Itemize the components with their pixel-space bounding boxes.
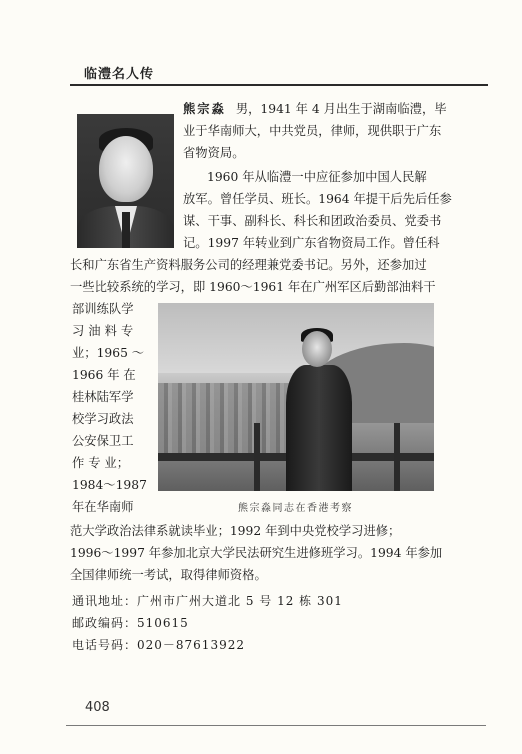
bio-line: 记。1997 年转业到广东省物资局工作。曾任科	[183, 236, 440, 250]
bio-line: 1996～1997 年参加北京大学民法研究生进修班学习。1994 年参加	[70, 546, 443, 560]
bio-line: 全国律师统一考试，取得律师资格。	[70, 568, 267, 582]
bio-line: 长和广东省生产资料服务公司的经理兼党委书记。另外，还参加过	[70, 258, 427, 272]
contact-address: 通讯地址：广州市广州大道北 5 号 12 栋 301	[72, 594, 343, 608]
bio-line: 1960 年从临澧一中应征参加中国人民解	[207, 170, 427, 184]
bio-line: 业于华南师大，中共党员，律师，现供职于广东	[183, 124, 442, 138]
contact-phone: 电话号码：020－87613922	[72, 638, 245, 652]
bio-side-line: 桂林陆军学	[72, 390, 134, 404]
running-header: 临澧名人传	[84, 67, 155, 82]
bio-side-line: 年在华南师	[72, 500, 134, 514]
bio-line: 谋、干事、副科长、科长和团政治委员、党委书	[183, 214, 442, 228]
person-name: 熊宗淼	[183, 101, 226, 116]
bio-side-line: 1966 年 在	[72, 368, 136, 382]
bio-line: 男，1941 年 4 月出生于湖南临澧，毕	[235, 102, 447, 116]
bio-side-line: 校学习政法	[72, 412, 134, 426]
footer-rule	[66, 725, 486, 726]
bio-side-line: 习油料专	[72, 324, 138, 338]
page-number: 408	[85, 700, 110, 715]
bio-line: 范大学政治法律系就读毕业；1992 年到中央党校学习进修；	[70, 524, 401, 538]
bio-side-line: 业；1965 ～	[72, 346, 145, 360]
bio-side-line: 作 专 业；	[72, 456, 130, 470]
contact-postcode: 邮政编码：510615	[72, 616, 189, 630]
header-rule	[70, 84, 488, 86]
bio-line: 省物资局。	[183, 146, 245, 160]
bio-side-line: 1984～1987	[72, 478, 147, 492]
bio-line: 一些比较系统的学习，即 1960～1961 年在广州军区后勤部油料干	[70, 280, 436, 294]
bio-line: 放军。曾任学员、班长。1964 年提干后先后任参	[183, 192, 452, 206]
photo-caption: 熊宗淼同志在香港考察	[238, 503, 353, 514]
portrait-photo	[77, 114, 174, 248]
hong-kong-photo	[158, 303, 434, 491]
bio-side-line: 部训练队学	[72, 302, 134, 316]
bio-side-line: 公安保卫工	[72, 434, 134, 448]
